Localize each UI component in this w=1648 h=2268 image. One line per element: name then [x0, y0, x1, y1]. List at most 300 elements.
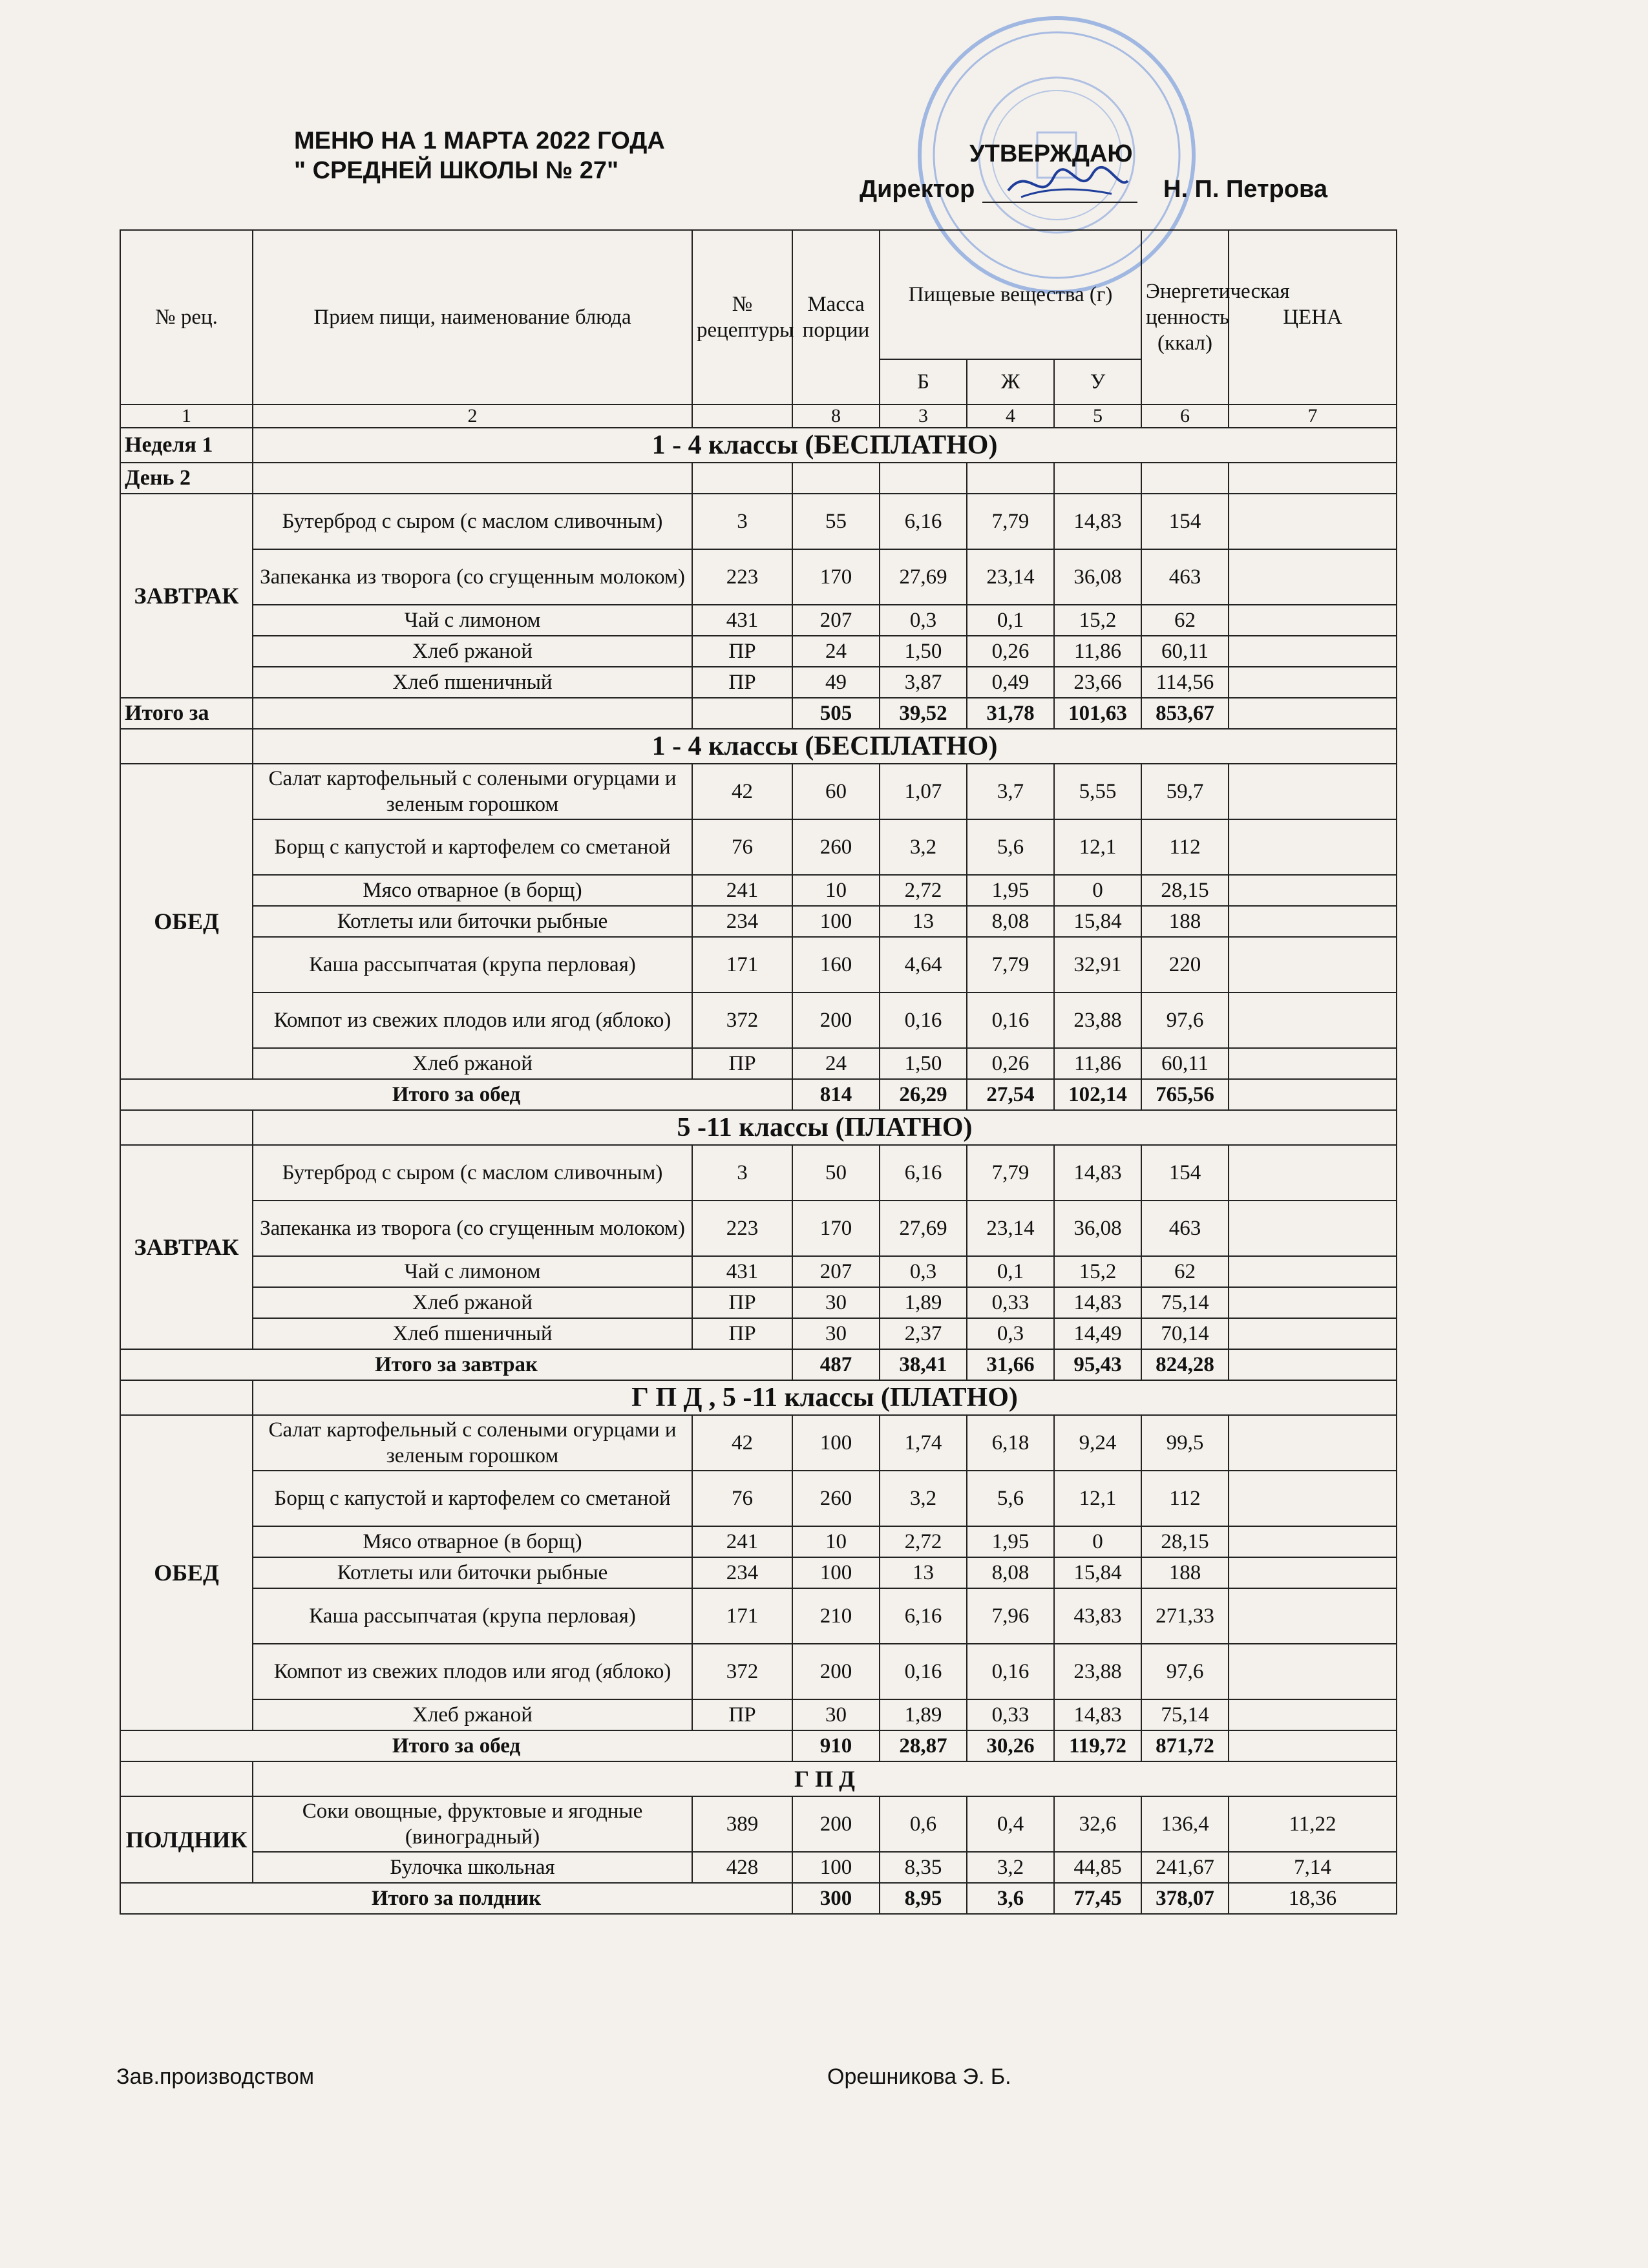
recipe-number: 76: [692, 819, 792, 875]
fat: 0,1: [967, 1256, 1054, 1287]
table-row: [120, 1644, 1397, 1699]
protein: 2,72: [880, 875, 967, 906]
section-title: Г П Д: [253, 1761, 1397, 1796]
footer-name: Орешникова Э. Б.: [827, 2064, 1011, 2089]
fat: 5,6: [967, 1471, 1054, 1526]
fat: 7,79: [967, 1145, 1054, 1201]
energy: 62: [1141, 1256, 1229, 1287]
recipe-number: ПР: [692, 1318, 792, 1349]
energy: 60,11: [1141, 1048, 1229, 1079]
fat: 0,1: [967, 605, 1054, 636]
protein: 1,50: [880, 636, 967, 667]
protein: 13: [880, 906, 967, 937]
fat: 1,95: [967, 875, 1054, 906]
carbs: 15,2: [1054, 605, 1141, 636]
recipe-number: 431: [692, 1256, 792, 1287]
energy: 62: [1141, 605, 1229, 636]
total-b: 8,95: [880, 1883, 967, 1914]
dish-name: Чай с лимоном: [253, 605, 692, 636]
recipe-number: 372: [692, 992, 792, 1048]
dish-name: Салат картофельный с солеными огурцами и зеленым горошком: [253, 1415, 692, 1471]
dish-name: Компот из свежих плодов или ягод (яблоко): [253, 1644, 692, 1699]
protein: 1,89: [880, 1287, 967, 1318]
dish-name: Соки овощные, фруктовые и ягодные (виноградный): [253, 1796, 692, 1852]
energy: 28,15: [1141, 1526, 1229, 1557]
section-row: [120, 729, 1397, 764]
carbs: 0: [1054, 875, 1141, 906]
table-row: [120, 1145, 1397, 1201]
portion-mass: 30: [792, 1318, 880, 1349]
recipe-number: 3: [692, 1145, 792, 1201]
table-row: [120, 1526, 1397, 1557]
menu-table: [120, 229, 1397, 1915]
carbs: 12,1: [1054, 1471, 1141, 1526]
energy: 241,67: [1141, 1852, 1229, 1883]
portion-mass: 207: [792, 1256, 880, 1287]
dish-name: Бутерброд с сыром (с маслом сливочным): [253, 494, 692, 549]
dish-name: Чай с лимоном: [253, 1256, 692, 1287]
total-mass: 300: [792, 1883, 880, 1914]
fat: 0,16: [967, 992, 1054, 1048]
price: [1229, 494, 1397, 549]
section-title: 1 - 4 классы (БЕСПЛАТНО): [253, 729, 1397, 764]
energy: 220: [1141, 937, 1229, 992]
carbs: 23,88: [1054, 1644, 1141, 1699]
carbs: 14,83: [1054, 1145, 1141, 1201]
dish-name: Каша рассыпчатая (крупа перловая): [253, 1588, 692, 1644]
price: [1229, 1201, 1397, 1256]
dish-name: Запеканка из творога (со сгущенным молоком): [253, 1201, 692, 1256]
total-mass: 487: [792, 1349, 880, 1380]
protein: 0,6: [880, 1796, 967, 1852]
total-label: Итого за завтрак: [120, 1349, 792, 1380]
dish-name: Борщ с капустой и картофелем со сметаной: [253, 1471, 692, 1526]
lunch-free-group: [120, 764, 1397, 1079]
portion-mass: 10: [792, 1526, 880, 1557]
dish-name: Каша рассыпчатая (крупа перловая): [253, 937, 692, 992]
total-u: 102,14: [1054, 1079, 1141, 1110]
price: [1229, 1256, 1397, 1287]
fat: 3,2: [967, 1852, 1054, 1883]
energy: 75,14: [1141, 1699, 1229, 1730]
protein: 6,16: [880, 494, 967, 549]
portion-mass: 30: [792, 1699, 880, 1730]
fat: 0,33: [967, 1287, 1054, 1318]
portion-mass: 210: [792, 1588, 880, 1644]
total-energy: 853,67: [1141, 698, 1229, 729]
protein: 3,2: [880, 819, 967, 875]
energy: 97,6: [1141, 1644, 1229, 1699]
carbs: 32,91: [1054, 937, 1141, 992]
col-num: 8: [792, 404, 880, 428]
total-u: 119,72: [1054, 1730, 1141, 1761]
day-row: [120, 463, 1397, 494]
total-b: 39,52: [880, 698, 967, 729]
protein: 1,07: [880, 764, 967, 819]
price: [1229, 764, 1397, 819]
table-row: [120, 1852, 1397, 1883]
table-row: [120, 605, 1397, 636]
total-energy: 871,72: [1141, 1730, 1229, 1761]
carbs: 32,6: [1054, 1796, 1141, 1852]
total-u: 101,63: [1054, 698, 1141, 729]
col-recipe: № рецептуры: [692, 230, 792, 404]
energy: 28,15: [1141, 875, 1229, 906]
dish-name: Хлеб пшеничный: [253, 1318, 692, 1349]
price: [1229, 1048, 1397, 1079]
col-rec: № рец.: [120, 230, 253, 404]
director-label: Директор: [860, 176, 975, 203]
total-mass: 910: [792, 1730, 880, 1761]
recipe-number: ПР: [692, 1287, 792, 1318]
footer-role: Зав.производством: [116, 2064, 314, 2089]
col-mass: Масса порции: [792, 230, 880, 404]
title-line-2: " СРЕДНЕЙ ШКОЛЫ № 27": [294, 157, 619, 184]
fat: 3,7: [967, 764, 1054, 819]
col-num: 7: [1229, 404, 1397, 428]
fat: 0,26: [967, 1048, 1054, 1079]
protein: 4,64: [880, 937, 967, 992]
carbs: 11,86: [1054, 1048, 1141, 1079]
total-zh: 3,6: [967, 1883, 1054, 1914]
table-row: [120, 1415, 1397, 1471]
fat: 7,79: [967, 937, 1054, 992]
price: [1229, 667, 1397, 698]
recipe-number: 171: [692, 937, 792, 992]
col-num: 5: [1054, 404, 1141, 428]
meal-label: ПОЛДНИК: [120, 1796, 253, 1883]
fat: 1,95: [967, 1526, 1054, 1557]
total-zh: 31,78: [967, 698, 1054, 729]
total-label: Итого за обед: [120, 1730, 792, 1761]
price: [1229, 819, 1397, 875]
table-row: [120, 1201, 1397, 1256]
section-row: [120, 1110, 1397, 1145]
dish-name: Хлеб пшеничный: [253, 667, 692, 698]
protein: 6,16: [880, 1588, 967, 1644]
day-label: День 2: [120, 463, 253, 494]
col-dish: Прием пищи, наименование блюда: [253, 230, 692, 404]
portion-mass: 260: [792, 1471, 880, 1526]
price: [1229, 1471, 1397, 1526]
energy: 136,4: [1141, 1796, 1229, 1852]
col-num: 4: [967, 404, 1054, 428]
fat: 8,08: [967, 906, 1054, 937]
menu-title: [294, 126, 665, 185]
fat: 5,6: [967, 819, 1054, 875]
total-b: 26,29: [880, 1079, 967, 1110]
portion-mass: 100: [792, 1852, 880, 1883]
table-row: [120, 1471, 1397, 1526]
dish-name: Котлеты или биточки рыбные: [253, 1557, 692, 1588]
fat: 23,14: [967, 1201, 1054, 1256]
protein: 2,72: [880, 1526, 967, 1557]
dish-name: Салат картофельный с солеными огурцами и зеленым горошком: [253, 764, 692, 819]
total-zh: 27,54: [967, 1079, 1054, 1110]
portion-mass: 24: [792, 1048, 880, 1079]
col-zh: Ж: [967, 359, 1054, 404]
carbs: 36,08: [1054, 549, 1141, 605]
price: [1229, 1318, 1397, 1349]
protein: 1,74: [880, 1415, 967, 1471]
portion-mass: 170: [792, 549, 880, 605]
table-row: [120, 992, 1397, 1048]
price: [1229, 1699, 1397, 1730]
signature-line: [982, 202, 1137, 203]
price: [1229, 1145, 1397, 1201]
carbs: 15,84: [1054, 1557, 1141, 1588]
carbs: 36,08: [1054, 1201, 1141, 1256]
energy: 463: [1141, 549, 1229, 605]
table-row: [120, 1318, 1397, 1349]
header-row: [120, 230, 1397, 359]
energy: 154: [1141, 1145, 1229, 1201]
recipe-number: 171: [692, 1588, 792, 1644]
carbs: 44,85: [1054, 1852, 1141, 1883]
energy: 59,7: [1141, 764, 1229, 819]
carbs: 11,86: [1054, 636, 1141, 667]
lunch-paid-group: [120, 1415, 1397, 1730]
table-row: [120, 906, 1397, 937]
total-energy: 824,28: [1141, 1349, 1229, 1380]
recipe-number: 431: [692, 605, 792, 636]
dish-name: Хлеб ржаной: [253, 1287, 692, 1318]
protein: 0,3: [880, 605, 967, 636]
total-row: [120, 1079, 1397, 1110]
fat: 0,33: [967, 1699, 1054, 1730]
table-row: [120, 636, 1397, 667]
carbs: 9,24: [1054, 1415, 1141, 1471]
fat: 0,49: [967, 667, 1054, 698]
recipe-number: 389: [692, 1796, 792, 1852]
approve-label: УТВЕРЖДАЮ: [969, 140, 1133, 167]
energy: 97,6: [1141, 992, 1229, 1048]
portion-mass: 200: [792, 1644, 880, 1699]
protein: 0,16: [880, 992, 967, 1048]
price: [1229, 1644, 1397, 1699]
fat: 6,18: [967, 1415, 1054, 1471]
carbs: 14,83: [1054, 494, 1141, 549]
table-row: [120, 549, 1397, 605]
portion-mass: 30: [792, 1287, 880, 1318]
table-row: [120, 1557, 1397, 1588]
col-num: 1: [120, 404, 253, 428]
carbs: 5,55: [1054, 764, 1141, 819]
price: [1229, 549, 1397, 605]
portion-mass: 100: [792, 1557, 880, 1588]
total-price: 18,36: [1229, 1883, 1397, 1914]
dish-name: Хлеб ржаной: [253, 636, 692, 667]
portion-mass: 10: [792, 875, 880, 906]
section-row: [120, 428, 1397, 463]
portion-mass: 100: [792, 906, 880, 937]
total-zh: 31,66: [967, 1349, 1054, 1380]
energy: 112: [1141, 819, 1229, 875]
col-b: Б: [880, 359, 967, 404]
meal-label: ОБЕД: [120, 1415, 253, 1730]
protein: 6,16: [880, 1145, 967, 1201]
protein: 1,50: [880, 1048, 967, 1079]
table-row: [120, 667, 1397, 698]
dish-name: Компот из свежих плодов или ягод (яблоко): [253, 992, 692, 1048]
table-row: [120, 494, 1397, 549]
total-mass: 505: [792, 698, 880, 729]
protein: 3,87: [880, 667, 967, 698]
carbs: 14,83: [1054, 1287, 1141, 1318]
portion-mass: 49: [792, 667, 880, 698]
fat: 0,4: [967, 1796, 1054, 1852]
portion-mass: 207: [792, 605, 880, 636]
recipe-number: 372: [692, 1644, 792, 1699]
portion-mass: 160: [792, 937, 880, 992]
table-row: [120, 1588, 1397, 1644]
protein: 0,3: [880, 1256, 967, 1287]
table-row: [120, 819, 1397, 875]
price: [1229, 906, 1397, 937]
total-energy: 765,56: [1141, 1079, 1229, 1110]
breakfast-free-group: [120, 494, 1397, 698]
section-row: [120, 1380, 1397, 1415]
meal-label: ОБЕД: [120, 764, 253, 1079]
col-energy: Энергетическая ценность (ккал): [1141, 230, 1229, 404]
carbs: 43,83: [1054, 1588, 1141, 1644]
protein: 1,89: [880, 1699, 967, 1730]
portion-mass: 60: [792, 764, 880, 819]
dish-name: Борщ с капустой и картофелем со сметаной: [253, 819, 692, 875]
recipe-number: ПР: [692, 1048, 792, 1079]
col-nutrients: Пищевые вещества (г): [880, 230, 1141, 359]
table-row: [120, 1048, 1397, 1079]
protein: 27,69: [880, 549, 967, 605]
col-num: 3: [880, 404, 967, 428]
portion-mass: 260: [792, 819, 880, 875]
meal-label: ЗАВТРАК: [120, 494, 253, 698]
total-row: [120, 1883, 1397, 1914]
fat: 7,79: [967, 494, 1054, 549]
director-name: Н. П. Петрова: [1163, 176, 1327, 203]
col-num: [692, 404, 792, 428]
price: [1229, 1287, 1397, 1318]
section-title: Г П Д , 5 -11 классы (ПЛАТНО): [253, 1380, 1397, 1415]
price: [1229, 992, 1397, 1048]
recipe-number: 234: [692, 906, 792, 937]
total-label: Итого за обед: [120, 1079, 792, 1110]
carbs: 23,88: [1054, 992, 1141, 1048]
column-number-row: [120, 404, 1397, 428]
col-price: ЦЕНА: [1229, 230, 1397, 404]
total-row: [120, 1349, 1397, 1380]
fat: 0,16: [967, 1644, 1054, 1699]
total-u: 77,45: [1054, 1883, 1141, 1914]
meal-label: ЗАВТРАК: [120, 1145, 253, 1349]
carbs: 0: [1054, 1526, 1141, 1557]
recipe-number: 223: [692, 549, 792, 605]
price: [1229, 1588, 1397, 1644]
carbs: 23,66: [1054, 667, 1141, 698]
recipe-number: ПР: [692, 1699, 792, 1730]
energy: 271,33: [1141, 1588, 1229, 1644]
total-b: 38,41: [880, 1349, 967, 1380]
protein: 27,69: [880, 1201, 967, 1256]
portion-mass: 55: [792, 494, 880, 549]
energy: 112: [1141, 1471, 1229, 1526]
fat: 0,3: [967, 1318, 1054, 1349]
price: [1229, 1415, 1397, 1471]
total-row: [120, 698, 1397, 729]
breakfast-paid-group: [120, 1145, 1397, 1349]
energy: 60,11: [1141, 636, 1229, 667]
table-row: [120, 1287, 1397, 1318]
dish-name: Мясо отварное (в борщ): [253, 1526, 692, 1557]
col-num: 2: [253, 404, 692, 428]
recipe-number: 428: [692, 1852, 792, 1883]
carbs: 14,83: [1054, 1699, 1141, 1730]
recipe-number: 241: [692, 875, 792, 906]
recipe-number: 3: [692, 494, 792, 549]
fat: 23,14: [967, 549, 1054, 605]
dish-name: Запеканка из творога (со сгущенным молоком): [253, 549, 692, 605]
total-row: [120, 1730, 1397, 1761]
total-label: Итого за: [120, 698, 253, 729]
table-row: [120, 1796, 1397, 1852]
energy: 70,14: [1141, 1318, 1229, 1349]
energy: 463: [1141, 1201, 1229, 1256]
fat: 0,26: [967, 636, 1054, 667]
portion-mass: 200: [792, 992, 880, 1048]
title-line-1: МЕНЮ НА 1 МАРТА 2022 ГОДА: [294, 127, 665, 154]
price: [1229, 1557, 1397, 1588]
price: 11,22: [1229, 1796, 1397, 1852]
price: [1229, 605, 1397, 636]
fat: 7,96: [967, 1588, 1054, 1644]
energy: 188: [1141, 1557, 1229, 1588]
carbs: 15,2: [1054, 1256, 1141, 1287]
price: [1229, 875, 1397, 906]
protein: 3,2: [880, 1471, 967, 1526]
protein: 2,37: [880, 1318, 967, 1349]
total-mass: 814: [792, 1079, 880, 1110]
recipe-number: 241: [692, 1526, 792, 1557]
total-energy: 378,07: [1141, 1883, 1229, 1914]
dish-name: Бутерброд с сыром (с маслом сливочным): [253, 1145, 692, 1201]
snack-group: [120, 1796, 1397, 1883]
portion-mass: 170: [792, 1201, 880, 1256]
total-zh: 30,26: [967, 1730, 1054, 1761]
table-row: [120, 1699, 1397, 1730]
section-title: 1 - 4 классы (БЕСПЛАТНО): [253, 428, 1397, 463]
portion-mass: 50: [792, 1145, 880, 1201]
protein: 0,16: [880, 1644, 967, 1699]
total-label: Итого за полдник: [120, 1883, 792, 1914]
energy: 99,5: [1141, 1415, 1229, 1471]
table-row: [120, 875, 1397, 906]
dish-name: Мясо отварное (в борщ): [253, 875, 692, 906]
total-b: 28,87: [880, 1730, 967, 1761]
table-row: [120, 1256, 1397, 1287]
recipe-number: 42: [692, 1415, 792, 1471]
portion-mass: 24: [792, 636, 880, 667]
dish-name: Котлеты или биточки рыбные: [253, 906, 692, 937]
recipe-number: 234: [692, 1557, 792, 1588]
recipe-number: 223: [692, 1201, 792, 1256]
energy: 75,14: [1141, 1287, 1229, 1318]
section-title: 5 -11 классы (ПЛАТНО): [253, 1110, 1397, 1145]
portion-mass: 100: [792, 1415, 880, 1471]
col-num: 6: [1141, 404, 1229, 428]
price: [1229, 1526, 1397, 1557]
energy: 114,56: [1141, 667, 1229, 698]
price: [1229, 636, 1397, 667]
